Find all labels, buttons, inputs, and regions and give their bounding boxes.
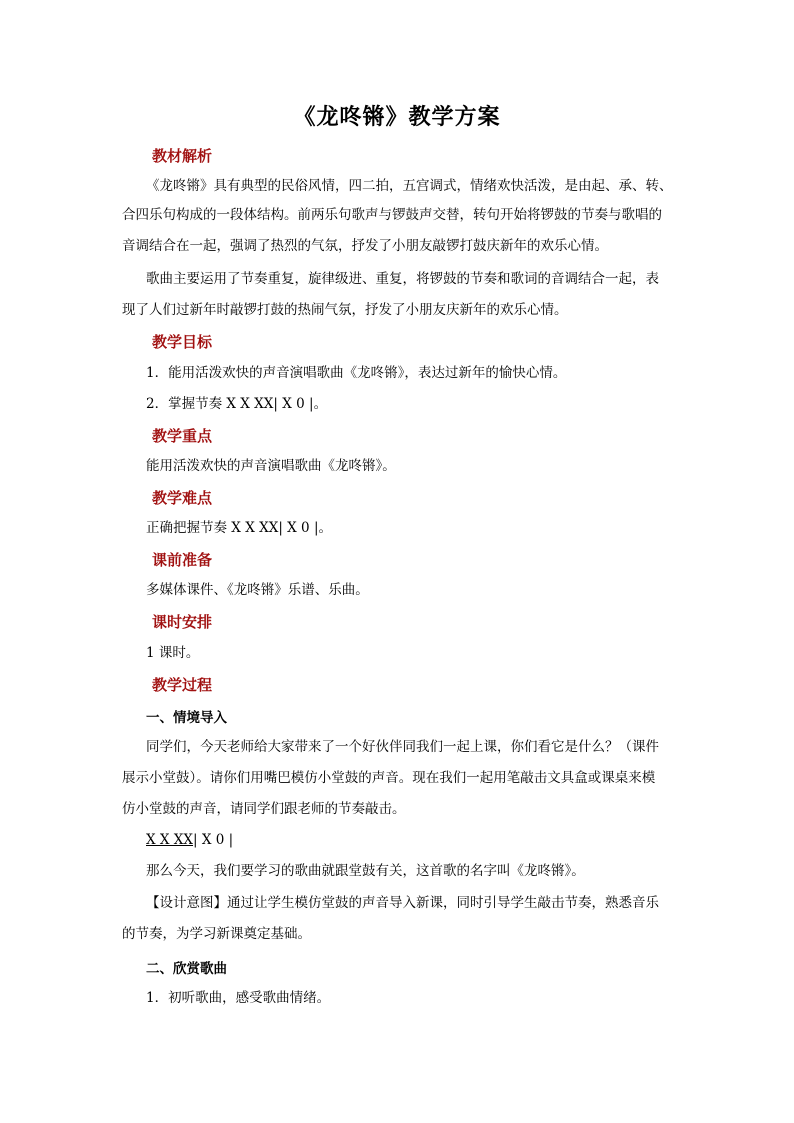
document-title: 《龙咚锵》教学方案 <box>293 104 501 130</box>
heading-process: 教学过程 <box>152 676 213 694</box>
preparation-text: 多媒体课件、《龙咚锵》乐谱、乐曲。 <box>146 582 369 598</box>
schedule-text: 1 课时。 <box>146 645 200 661</box>
analysis-p1-line1: 《龙咚锵》具有典型的民俗风情，四二拍，五宫调式，情绪欢快活泼，是由起、承、转、 <box>146 178 673 194</box>
analysis-p2-line2: 现了人们过新年时敲锣打鼓的热闹气氛，抒发了小朋友庆新年的欢乐心情。 <box>122 302 568 318</box>
rhythm-notation <box>146 830 706 850</box>
process-part1-title: 一、情境导入 <box>146 710 227 726</box>
goals-item-1: 1．能用活泼欢快的声音演唱歌曲《龙咚锵》，表达过新年的愉快心情。 <box>146 365 567 381</box>
heading-preparation: 课前准备 <box>152 551 213 569</box>
analysis-p2-line1: 歌曲主要运用了节奏重复，旋律级进、重复，将锣鼓的节奏和歌词的音调结合一起，表 <box>146 271 659 287</box>
heading-analysis: 教材解析 <box>152 147 213 165</box>
rhythm-rest: | X 0 | <box>193 832 234 848</box>
design-intent-line2: 的节奏，为学习新课奠定基础。 <box>122 926 311 942</box>
analysis-p1-line2: 合四乐句构成的一段体结构。前两乐句歌声与锣鼓声交替，转句开始将锣鼓的节奏与歌唱的 <box>122 207 662 223</box>
process-part1-p2: 那么今天，我们要学习的歌曲就跟堂鼓有关，这首歌的名字叫《龙咚锵》。 <box>146 863 585 879</box>
process-part1-p1-line2: 展示小堂鼓）。请你们用嘴巴模仿小堂鼓的声音。现在我们一起用笔敲击文具盒或课桌来模 <box>122 770 656 786</box>
design-intent-line1: 【设计意图】通过让学生模仿堂鼓的声音导入新课，同时引导学生敲击节奏，熟悉音乐 <box>146 895 659 911</box>
difficulty-text: 正确把握节奏 X X XX| X 0 |。 <box>146 520 332 536</box>
heading-schedule: 课时安排 <box>152 613 213 631</box>
goals-item-2: 2．掌握节奏 X X XX| X 0 |。 <box>146 396 328 412</box>
analysis-p1-line3: 音调结合在一起，强调了热烈的气氛，抒发了小朋友敲锣打鼓庆新年的欢乐心情。 <box>122 238 608 254</box>
process-part2-title: 二、欣赏歌曲 <box>146 961 227 977</box>
key-points-text: 能用活泼欢快的声音演唱歌曲《龙咚锵》。 <box>146 458 396 474</box>
process-part2-item1: 1．初听歌曲，感受歌曲情绪。 <box>146 990 331 1006</box>
heading-key-points: 教学重点 <box>152 427 213 445</box>
process-part1-p1-line1: 同学们，今天老师给大家带来了一个好伙伴同我们一起上课，你们看它是什么？（课件 <box>146 739 659 755</box>
process-part1-p1-line3: 仿小堂鼓的声音，请同学们跟老师的节奏敲击。 <box>122 801 406 817</box>
heading-goals: 教学目标 <box>152 333 213 351</box>
rhythm-underlined: X X XX <box>146 832 194 848</box>
heading-difficulty: 教学难点 <box>152 489 213 507</box>
